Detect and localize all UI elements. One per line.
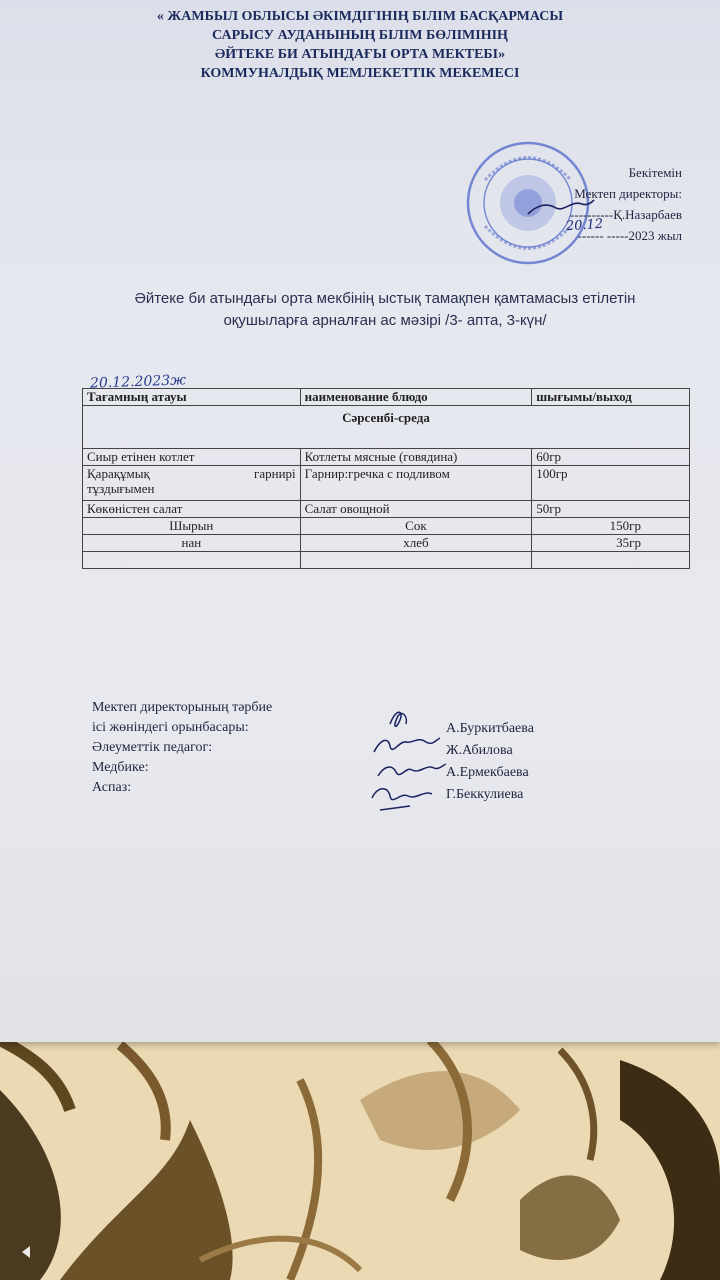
- row-out: [532, 552, 690, 569]
- name-nurse: А.Ермекбаева: [446, 765, 529, 780]
- row-out: 100гр: [532, 466, 690, 501]
- approval-director-label: Мектеп директоры:: [574, 186, 682, 201]
- header-line-3: ӘЙТЕКЕ БИ АТЫНДАҒЫ ОРТА МЕКТЕБІ»: [214, 47, 506, 62]
- approval-approve: Бекітемін: [628, 165, 682, 180]
- table-row: [83, 449, 690, 466]
- row-kz-part-a: Қарақұмық: [87, 466, 150, 481]
- back-arrow-icon[interactable]: [22, 1246, 30, 1258]
- row-kz: [83, 552, 301, 569]
- row-out: 150гр: [532, 518, 690, 535]
- row-ru: Салат овощной: [300, 501, 532, 518]
- row-ru: Сок: [300, 518, 532, 535]
- row-ru: Гарнир:гречка с подливом: [300, 466, 532, 501]
- row-out: 60гр: [532, 449, 690, 466]
- row-kz: нан: [83, 535, 301, 552]
- row-kz-part-c: тұздығымен: [87, 481, 155, 496]
- label-deputy-b: ісі жөніндегі орынбасары:: [92, 720, 249, 735]
- header-line-1: « ЖАМБЫЛ ОБЛЫСЫ ӘКІМДІГІНІҢ БІЛІМ БАСҚАРМАСЫ: [156, 9, 564, 24]
- row-kz-part-b: гарнирі: [254, 466, 296, 481]
- row-kz: Шырын: [83, 518, 301, 535]
- row-kz: [83, 466, 301, 501]
- director-signature: [526, 196, 596, 218]
- row-kz: Сиыр етінен котлет: [83, 449, 301, 466]
- day-label: Сәрсенбі-среда: [83, 406, 690, 449]
- header-line-4: КОММУНАЛДЫҚ МЕМЛЕКЕТТІК МЕКЕМЕСІ: [200, 66, 520, 81]
- row-ru: [300, 552, 532, 569]
- table-row: [83, 501, 690, 518]
- table-row: [83, 535, 690, 552]
- header-line-2: САРЫСУ АУДАНЫНЫҢ БІЛІМ БӨЛІМІНІҢ: [212, 28, 508, 43]
- title-line-1: Әйтеке би атындағы орта мекбінің ыстық тамақпен қамтамасыз етілетін: [134, 290, 636, 307]
- table-row: [83, 518, 690, 535]
- handwritten-signatures: [370, 706, 450, 818]
- header-kz-name: Тағамның атауы: [83, 389, 301, 406]
- title-line-2: оқушыларға арналған ас мәзірі /3- апта, 3-күн/: [223, 312, 547, 329]
- row-out: 50гр: [532, 501, 690, 518]
- approval-year: ------ -----2023 жыл: [577, 228, 682, 243]
- row-ru: хлеб: [300, 535, 532, 552]
- row-out: 35гр: [532, 535, 690, 552]
- document-title: [90, 288, 680, 332]
- label-nurse: Медбике:: [92, 760, 149, 775]
- name-social-pedagogue: Ж.Абилова: [446, 743, 513, 758]
- menu-handwritten-date: 20.12.2023ж: [89, 372, 187, 392]
- label-social-pedagogue: Әлеуметтік педагог:: [92, 740, 213, 755]
- label-cook: Аспаз:: [92, 780, 132, 795]
- table-header-row: [83, 389, 690, 406]
- table-row: [83, 466, 690, 501]
- row-ru: Котлеты мясные (говядина): [300, 449, 532, 466]
- signatory-names: [446, 718, 534, 806]
- name-deputy: А.Буркитбаева: [446, 721, 534, 736]
- row-kz: Көкөністен салат: [83, 501, 301, 518]
- name-cook: Г.Беккулиева: [446, 787, 524, 802]
- table-day-row: [83, 406, 690, 449]
- approval-director-name: ----------Қ.Назарбаев: [569, 207, 682, 222]
- header-output: шығымы/выход: [532, 389, 690, 406]
- menu-table: [82, 388, 690, 569]
- header-ru-name: наименование блюдо: [300, 389, 532, 406]
- signatory-labels: [92, 698, 272, 798]
- approval-handwritten-date: 20.12: [565, 216, 604, 235]
- label-deputy-a: Мектеп директорының тәрбие: [92, 700, 273, 715]
- table-row: [83, 552, 690, 569]
